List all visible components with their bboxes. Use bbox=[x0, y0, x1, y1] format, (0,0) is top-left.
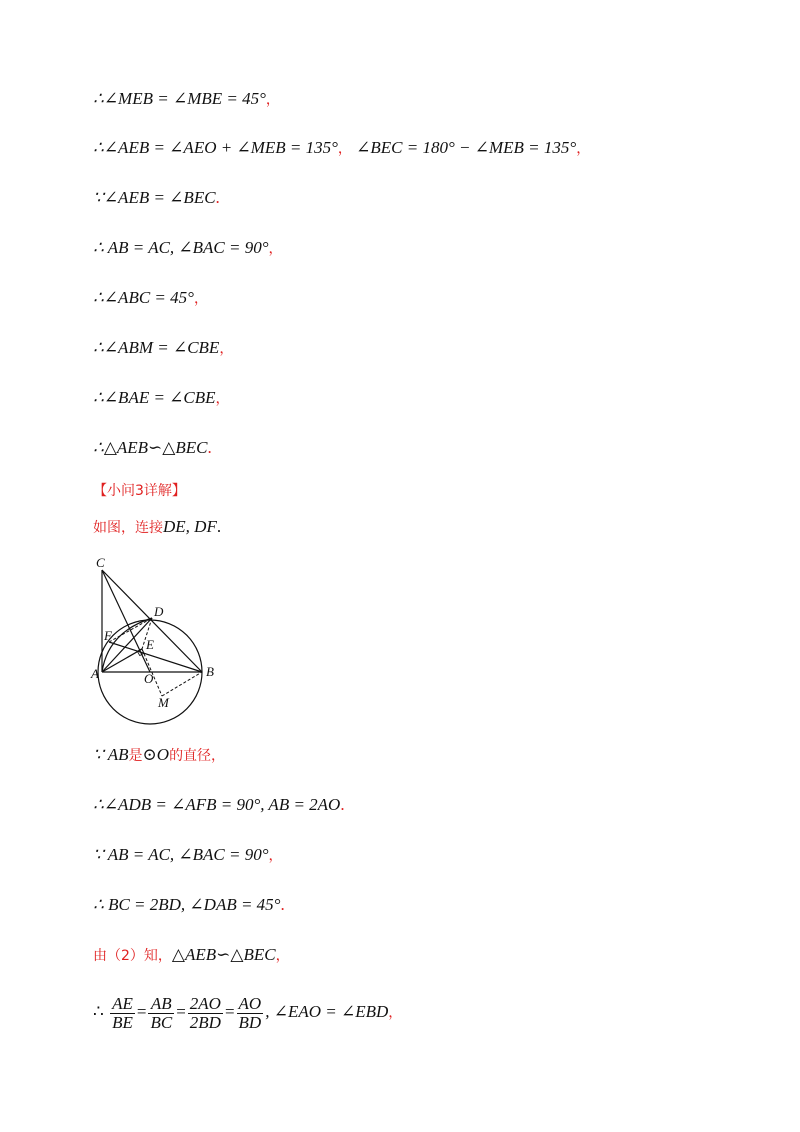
fraction-ab-bc bbox=[148, 995, 174, 1032]
punctuation: ， bbox=[275, 948, 290, 964]
punctuation: ， bbox=[337, 141, 352, 157]
numerator: 2AO bbox=[189, 993, 221, 1013]
label-f: F bbox=[104, 628, 112, 643]
denominator: 2BD bbox=[189, 1012, 221, 1032]
math-expression: △AEB∽△BEC bbox=[171, 945, 276, 964]
label-a: A bbox=[91, 666, 99, 681]
proof-line-4 bbox=[93, 237, 283, 260]
punctuation: ， bbox=[193, 291, 208, 307]
fraction-2ao-2bd bbox=[188, 995, 223, 1032]
punctuation: ， bbox=[268, 241, 283, 257]
punctuation: ， bbox=[576, 141, 591, 157]
fraction-ao-bd bbox=[237, 995, 264, 1032]
section-heading: 【小问3详解】 bbox=[93, 483, 186, 499]
numerator: AB bbox=[148, 995, 174, 1014]
math-expression: ∴∠BAE = ∠CBE bbox=[93, 388, 216, 407]
line-right-angles bbox=[93, 794, 345, 816]
intro-line bbox=[93, 516, 221, 539]
punctuation: . bbox=[340, 795, 345, 814]
math-expression: ∴∠ABC = 45° bbox=[93, 288, 194, 307]
denominator: BC bbox=[150, 1012, 173, 1032]
math-expression: ∴ AB = AC, ∠BAC = 90° bbox=[93, 238, 269, 257]
punctuation: . bbox=[280, 895, 285, 914]
punctuation: ， bbox=[219, 341, 234, 357]
math-expression-2: ∠BEC = 180° − ∠MEB = 135° bbox=[356, 138, 577, 157]
math-expression-2: ⊙O bbox=[142, 745, 170, 764]
math-expression: ∴∠MEB = ∠MBE = 45° bbox=[93, 89, 266, 108]
proof-line-1 bbox=[93, 88, 280, 111]
segment-cb bbox=[102, 570, 202, 672]
punctuation: ， bbox=[268, 848, 283, 864]
proof-line-3 bbox=[93, 187, 220, 209]
text: 是 bbox=[128, 748, 143, 764]
punctuation: ， bbox=[265, 92, 280, 108]
numerator: AE bbox=[112, 993, 133, 1013]
geometry-figure bbox=[88, 552, 228, 752]
proof-line-5 bbox=[93, 287, 208, 310]
line-diameter bbox=[93, 744, 225, 767]
math-expression: ∵∠AEB = ∠BEC bbox=[93, 188, 216, 207]
line-ratio: ∴ $\frac{AE}{BE}$ = $\frac{AB}{BC}$ = $\frac{2AO}{2BD}$ = $\frac{AO}{BD}$ , ∠EAO = ∠EBD， bbox=[93, 993, 403, 1032]
proof-line-2 bbox=[93, 137, 590, 160]
label-o: O bbox=[144, 671, 154, 686]
line-from-part-2 bbox=[93, 944, 290, 967]
text-2: 的直径， bbox=[169, 748, 226, 764]
label-c: C bbox=[96, 555, 105, 570]
numerator: AO bbox=[238, 993, 262, 1013]
punctuation: ， bbox=[215, 391, 230, 407]
line-isosceles bbox=[93, 844, 283, 867]
denominator: BD bbox=[238, 1012, 262, 1032]
punctuation: . bbox=[215, 188, 220, 207]
math-expression: ∴△AEB∽△BEC bbox=[93, 438, 208, 457]
label-m: M bbox=[158, 695, 169, 710]
punctuation: . bbox=[216, 517, 222, 536]
text: 由（2）知， bbox=[93, 948, 172, 964]
math-expression: , ∠EAO = ∠EBD bbox=[265, 1002, 389, 1021]
label-e: E bbox=[146, 637, 154, 652]
intro-math: DE, DF bbox=[163, 517, 217, 536]
punctuation: . bbox=[207, 438, 212, 457]
math-expression: ∴∠AEB = ∠AEO + ∠MEB = 135° bbox=[93, 138, 338, 157]
math-expression: ∵ AB bbox=[93, 745, 129, 764]
segment-ad bbox=[102, 618, 152, 672]
label-b: B bbox=[206, 664, 214, 679]
punctuation: ， bbox=[388, 1005, 403, 1021]
line-bc-2bd bbox=[93, 894, 285, 916]
math-expression: ∴∠ABM = ∠CBE bbox=[93, 338, 220, 357]
math-expression: ∵ AB = AC, ∠BAC = 90° bbox=[93, 845, 269, 864]
proof-line-6 bbox=[93, 337, 233, 360]
fraction-ae-be bbox=[110, 995, 135, 1032]
denominator: BE bbox=[112, 1012, 133, 1032]
label-d: D bbox=[154, 604, 164, 619]
intro-text: 如图，连接 bbox=[93, 520, 163, 536]
math-expression: ∴∠ADB = ∠AFB = 90°, AB = 2AO bbox=[93, 795, 341, 814]
proof-line-8 bbox=[93, 437, 212, 459]
math-expression: ∴ BC = 2BD, ∠DAB = 45° bbox=[93, 895, 281, 914]
segment-mb bbox=[162, 672, 202, 696]
therefore-symbol: ∴ bbox=[93, 1002, 104, 1021]
proof-line-7 bbox=[93, 387, 230, 410]
